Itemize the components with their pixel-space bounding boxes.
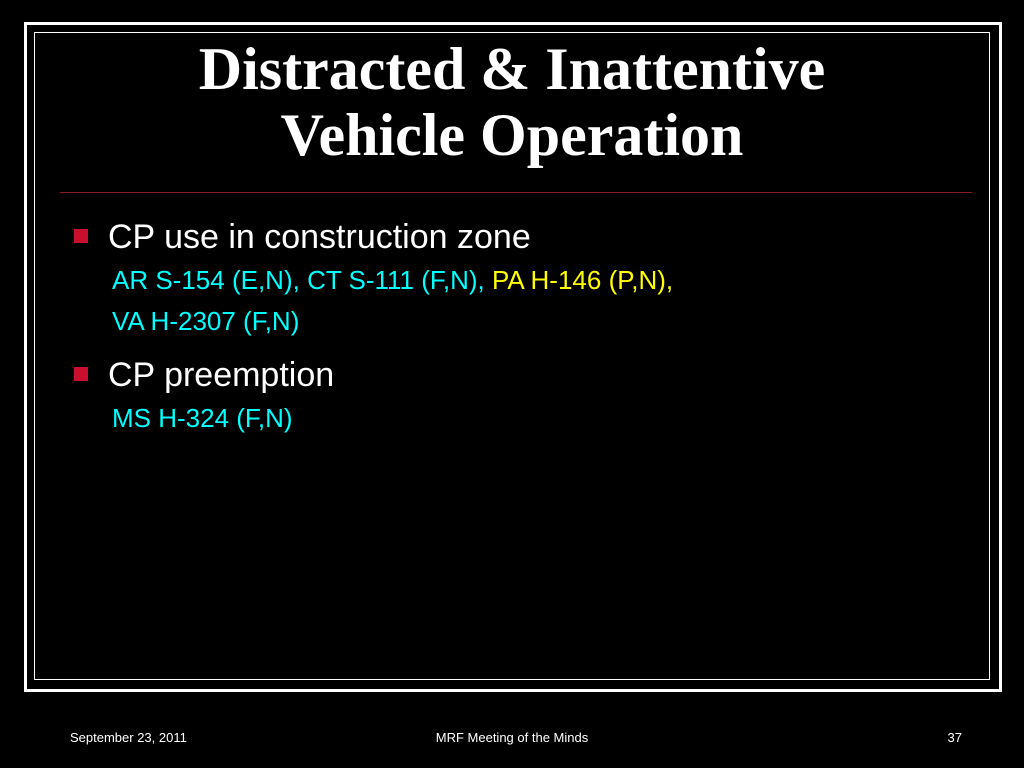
- bullet-2-refs-line-1: [112, 402, 293, 434]
- bullet-text: CP use in construction zone: [108, 218, 531, 256]
- bill-ref: AR S-154 (E,N),: [112, 265, 308, 295]
- footer-title: MRF Meeting of the Minds: [435, 730, 589, 745]
- square-bullet-icon: [74, 367, 88, 381]
- title-divider: [60, 192, 972, 193]
- square-bullet-icon: [74, 229, 88, 243]
- title-line-2: Vehicle Operation: [280, 102, 744, 168]
- bill-ref: CT S-111 (F,N),: [307, 265, 492, 295]
- bill-ref: VA H-2307 (F,N): [112, 306, 300, 336]
- bullet-1-refs-line-2: [112, 305, 299, 337]
- bullet-item-1: [74, 217, 531, 257]
- bill-ref: MS H-324 (F,N): [112, 403, 293, 433]
- slide-number: 37: [947, 730, 962, 745]
- title-line-1: Distracted & Inattentive: [198, 36, 826, 102]
- slide-title: [40, 36, 984, 168]
- bullet-text: CP preemption: [108, 356, 335, 394]
- bullet-item-2: [74, 355, 334, 395]
- footer-date: September 23, 2011: [70, 730, 187, 745]
- bullet-1-refs-line-1: [112, 264, 673, 296]
- bill-ref-highlighted: PA H-146 (P,N),: [491, 265, 674, 295]
